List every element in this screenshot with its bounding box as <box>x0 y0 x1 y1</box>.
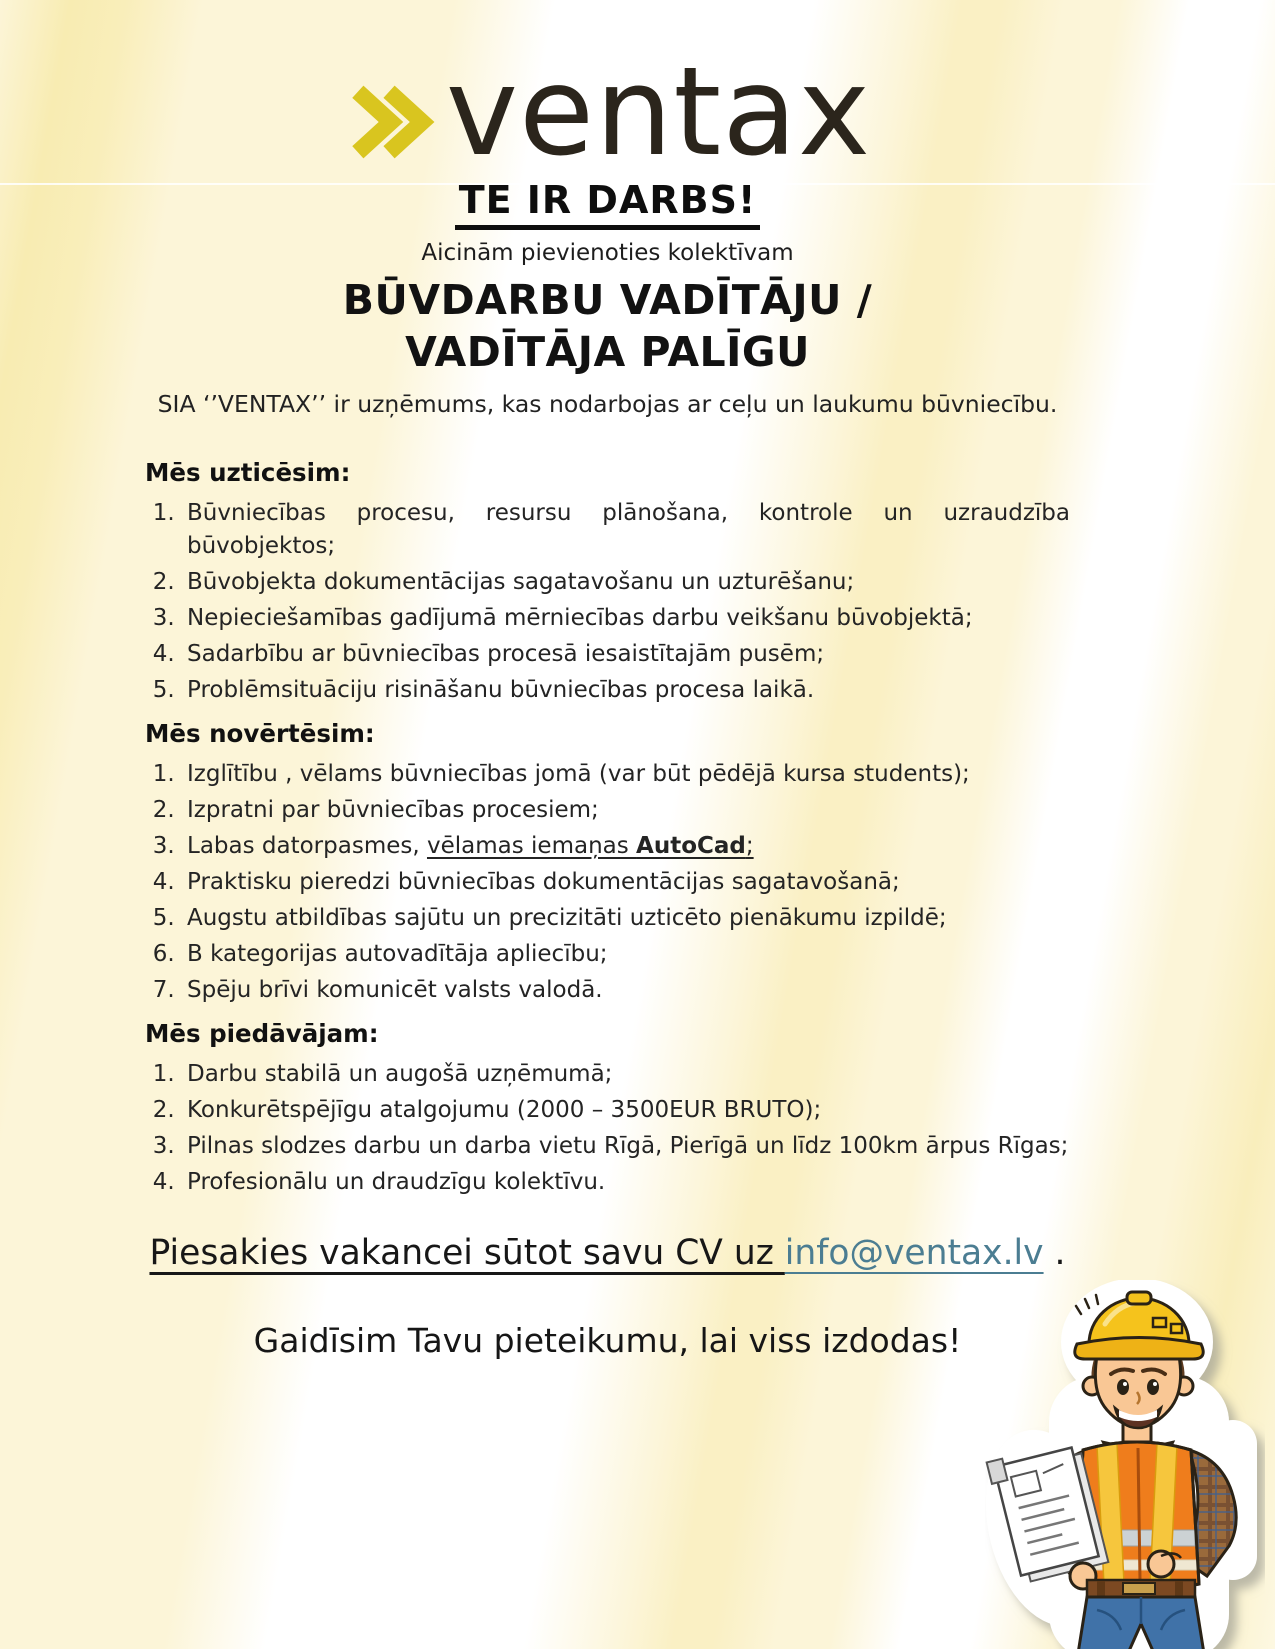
list-item: 4. Praktisku pieredzi būvniecības dokumentācijas sagatavošanā; <box>182 866 1070 899</box>
list-item: 3. Pilnas slodzes darbu un darba vietu Rīgā, Pierīgā un līdz 100km ārpus Rīgas; <box>182 1130 1070 1163</box>
closing-line: Gaidīsim Tavu pieteikumu, lai viss izdodas! <box>253 1321 962 1361</box>
list-item: 3. Nepieciešamības gadījumā mērniecības darbu veikšanu būvobjektā; <box>182 602 1070 635</box>
list-item-plain-text: Labas datorpasmes, <box>187 833 427 860</box>
role-title <box>145 274 1070 378</box>
section-heading-piedavajam: Mēs piedāvājam: <box>145 1019 379 1049</box>
list-item <box>182 830 1070 863</box>
section-heading-uzticesim: Mēs uzticēsim: <box>145 458 351 488</box>
list-novertesim <box>145 758 1070 1007</box>
list-item: 5. Augstu atbildības sajūtu un precizitāti uzticēto pienākumu izpildē; <box>182 902 1070 935</box>
list-item: 4. Profesionālu un draudzīgu kolektīvu. <box>182 1166 1070 1199</box>
email-link[interactable]: info@ventax.lv <box>784 1233 1044 1274</box>
construction-worker-illustration <box>985 1280 1265 1649</box>
logo-wordmark: ventax <box>445 40 872 183</box>
list-item: 2. Konkurētspējīgu atalgojumu (2000 – 3500EUR BRUTO); <box>182 1094 1070 1127</box>
cta-text: Piesakies vakancei sūtot savu CV uz <box>149 1233 785 1274</box>
list-item: 5. Problēmsituāciju risināšanu būvniecības procesa laikā. <box>182 674 1070 707</box>
company-intro: SIA ‘’VENTAX’’ ir uzņēmums, kas nodarbojas ar ceļu un laukumu būvniecību. <box>157 390 1058 419</box>
list-item: 6. B kategorijas autovadītāja apliecību; <box>182 938 1070 971</box>
list-item: 2. Izpratni par būvniecības procesiem; <box>182 794 1070 827</box>
list-item: 2. Būvobjekta dokumentācijas sagatavošanu un uzturēšanu; <box>182 566 1070 599</box>
cta-line <box>145 1233 1070 1273</box>
list-item: 7. Spēju brīvi komunicēt valsts valodā. <box>182 974 1070 1007</box>
flyer-content <box>145 0 1070 1360</box>
role-title-line1: BŪVDARBU VADĪTĀJU / <box>342 276 873 324</box>
list-item: 4. Sadarbību ar būvniecības procesā iesaistītajām pusēm; <box>182 638 1070 671</box>
headline: TE IR DARBS! <box>455 178 761 230</box>
role-title-line2: VADĪTĀJA PALĪGU <box>405 328 810 377</box>
invite-line: Aicinām pievienoties kolektīvam <box>421 240 794 266</box>
ventax-logo <box>145 40 1070 183</box>
autocad-emphasis: AutoCad <box>636 833 746 860</box>
list-item: 1. Darbu stabilā un augošā uzņēmumā; <box>182 1058 1070 1091</box>
list-item: 1. Izglītību , vēlams būvniecības jomā (var būt pēdējā kursa students); <box>182 758 1070 791</box>
list-item: 1. Būvniecības procesu, resursu plānošana, kontrole un uzraudzība būvobjektos; <box>182 497 1070 563</box>
list-piedavajam <box>145 1058 1070 1199</box>
list-item-underlined-text: vēlamas iemaņas AutoCad; <box>426 833 754 860</box>
double-chevron-icon <box>344 84 436 160</box>
list-uzticesim <box>145 497 1070 707</box>
cta-period: . <box>1043 1233 1066 1274</box>
section-heading-novertesim: Mēs novērtēsim: <box>145 719 375 749</box>
